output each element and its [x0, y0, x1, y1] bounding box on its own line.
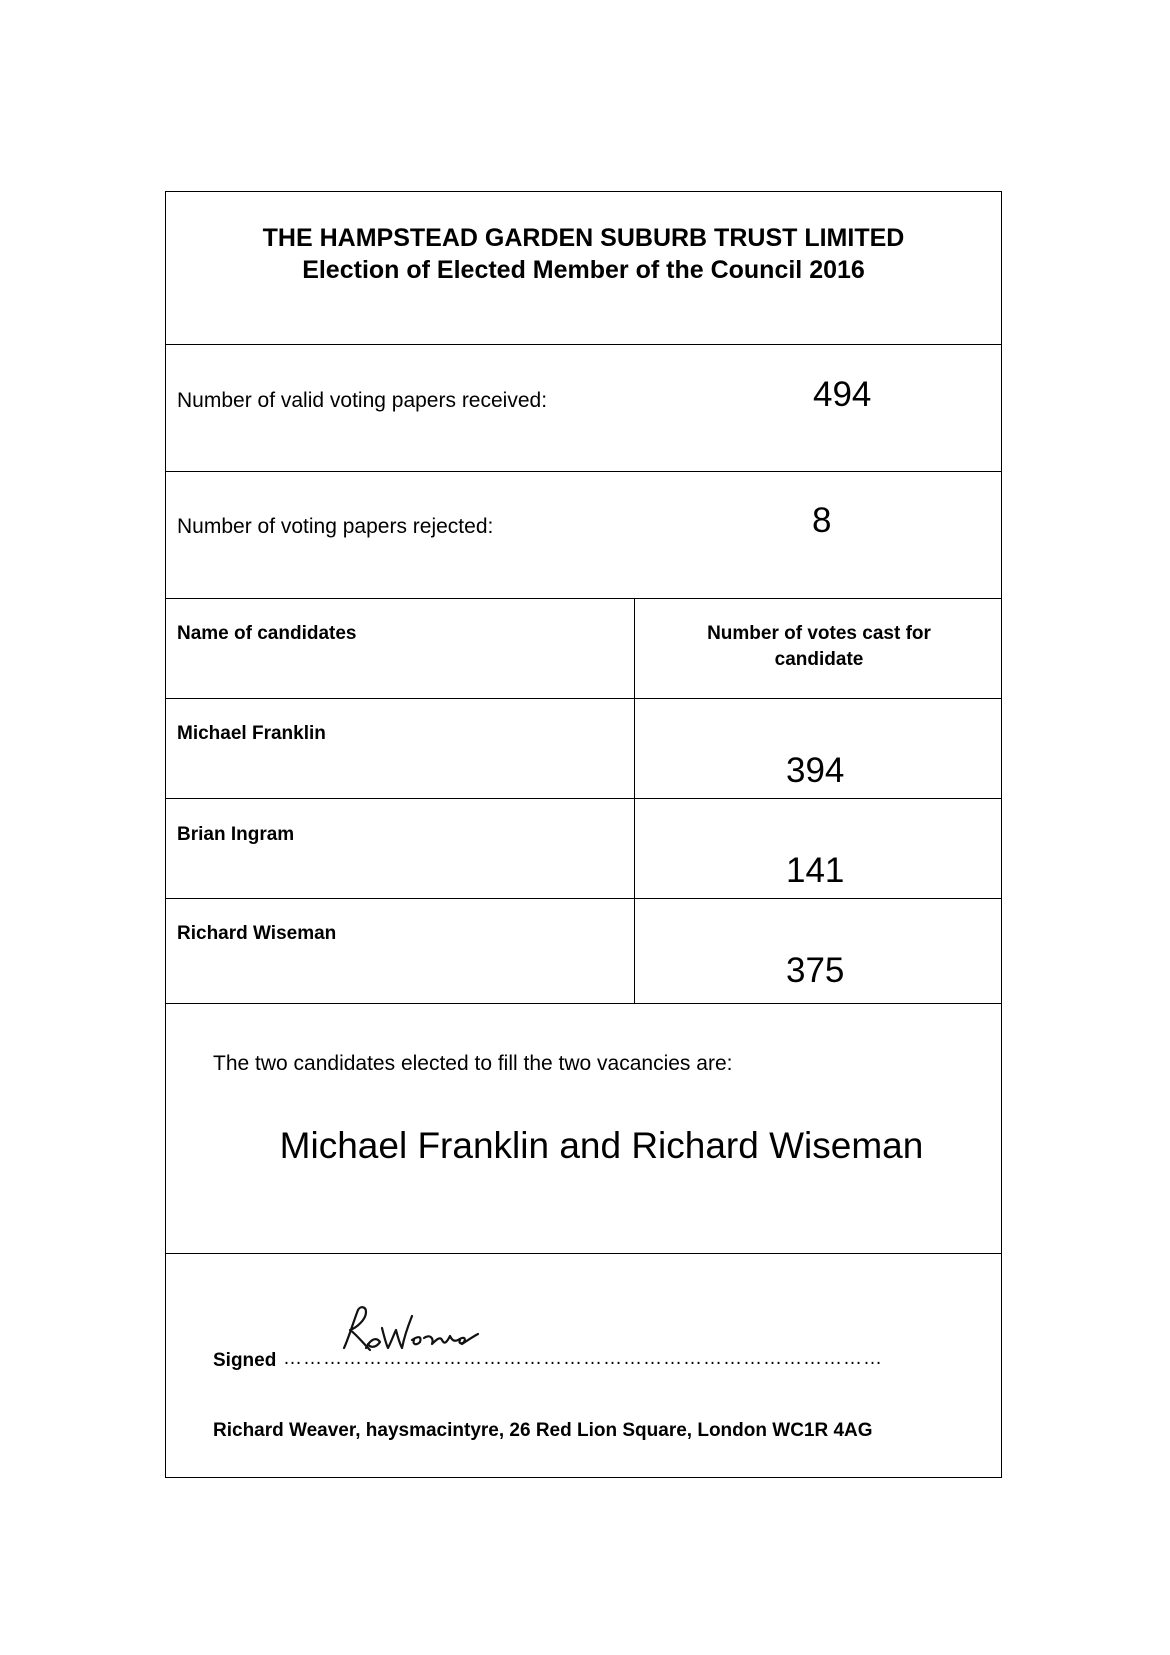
candidate-votes: 394 [786, 751, 845, 790]
elected-candidates: Michael Franklin and Richard Wiseman [279, 1125, 924, 1166]
result-section [166, 1004, 1001, 1254]
rejected-papers-label: Number of voting papers rejected: [177, 515, 494, 538]
candidate-name: Brian Ingram [177, 824, 295, 845]
table-row [166, 899, 1001, 1004]
rejected-papers-row [166, 472, 1001, 599]
col-name-header: Name of candidates [177, 623, 357, 644]
valid-papers-value: 494 [813, 375, 872, 414]
handwritten-signature [336, 1300, 486, 1360]
document-subtitle: Election of Elected Member of the Council 2016 [302, 256, 865, 284]
candidate-votes: 141 [786, 851, 845, 890]
valid-papers-label: Number of valid voting papers received: [177, 389, 548, 412]
col-votes-header-line2: candidate [774, 649, 864, 670]
candidate-name: Michael Franklin [177, 723, 326, 744]
col-votes-header [636, 621, 1002, 673]
results-sheet [165, 191, 1002, 1478]
candidate-votes: 375 [786, 951, 845, 990]
result-intro: The two candidates elected to fill the two vacancies are: [213, 1052, 733, 1075]
header-section [166, 192, 1001, 345]
signer-details: Richard Weaver, haysmacintyre, 26 Red Lion Square, London WC1R 4AG [213, 1420, 873, 1441]
document-title: THE HAMPSTEAD GARDEN SUBURB TRUST LIMITED [262, 224, 905, 252]
table-column-divider [634, 599, 635, 1004]
table-row [166, 699, 1001, 799]
signed-label: Signed [213, 1350, 277, 1371]
valid-papers-row [166, 345, 1001, 472]
signature-dotted-line: ……………………………………………………………………………… [283, 1348, 883, 1369]
col-votes-header-line1: Number of votes cast for [707, 623, 931, 644]
candidate-name: Richard Wiseman [177, 923, 337, 944]
candidates-table-header [166, 599, 1001, 699]
table-row [166, 799, 1001, 899]
rejected-papers-value: 8 [812, 501, 832, 540]
